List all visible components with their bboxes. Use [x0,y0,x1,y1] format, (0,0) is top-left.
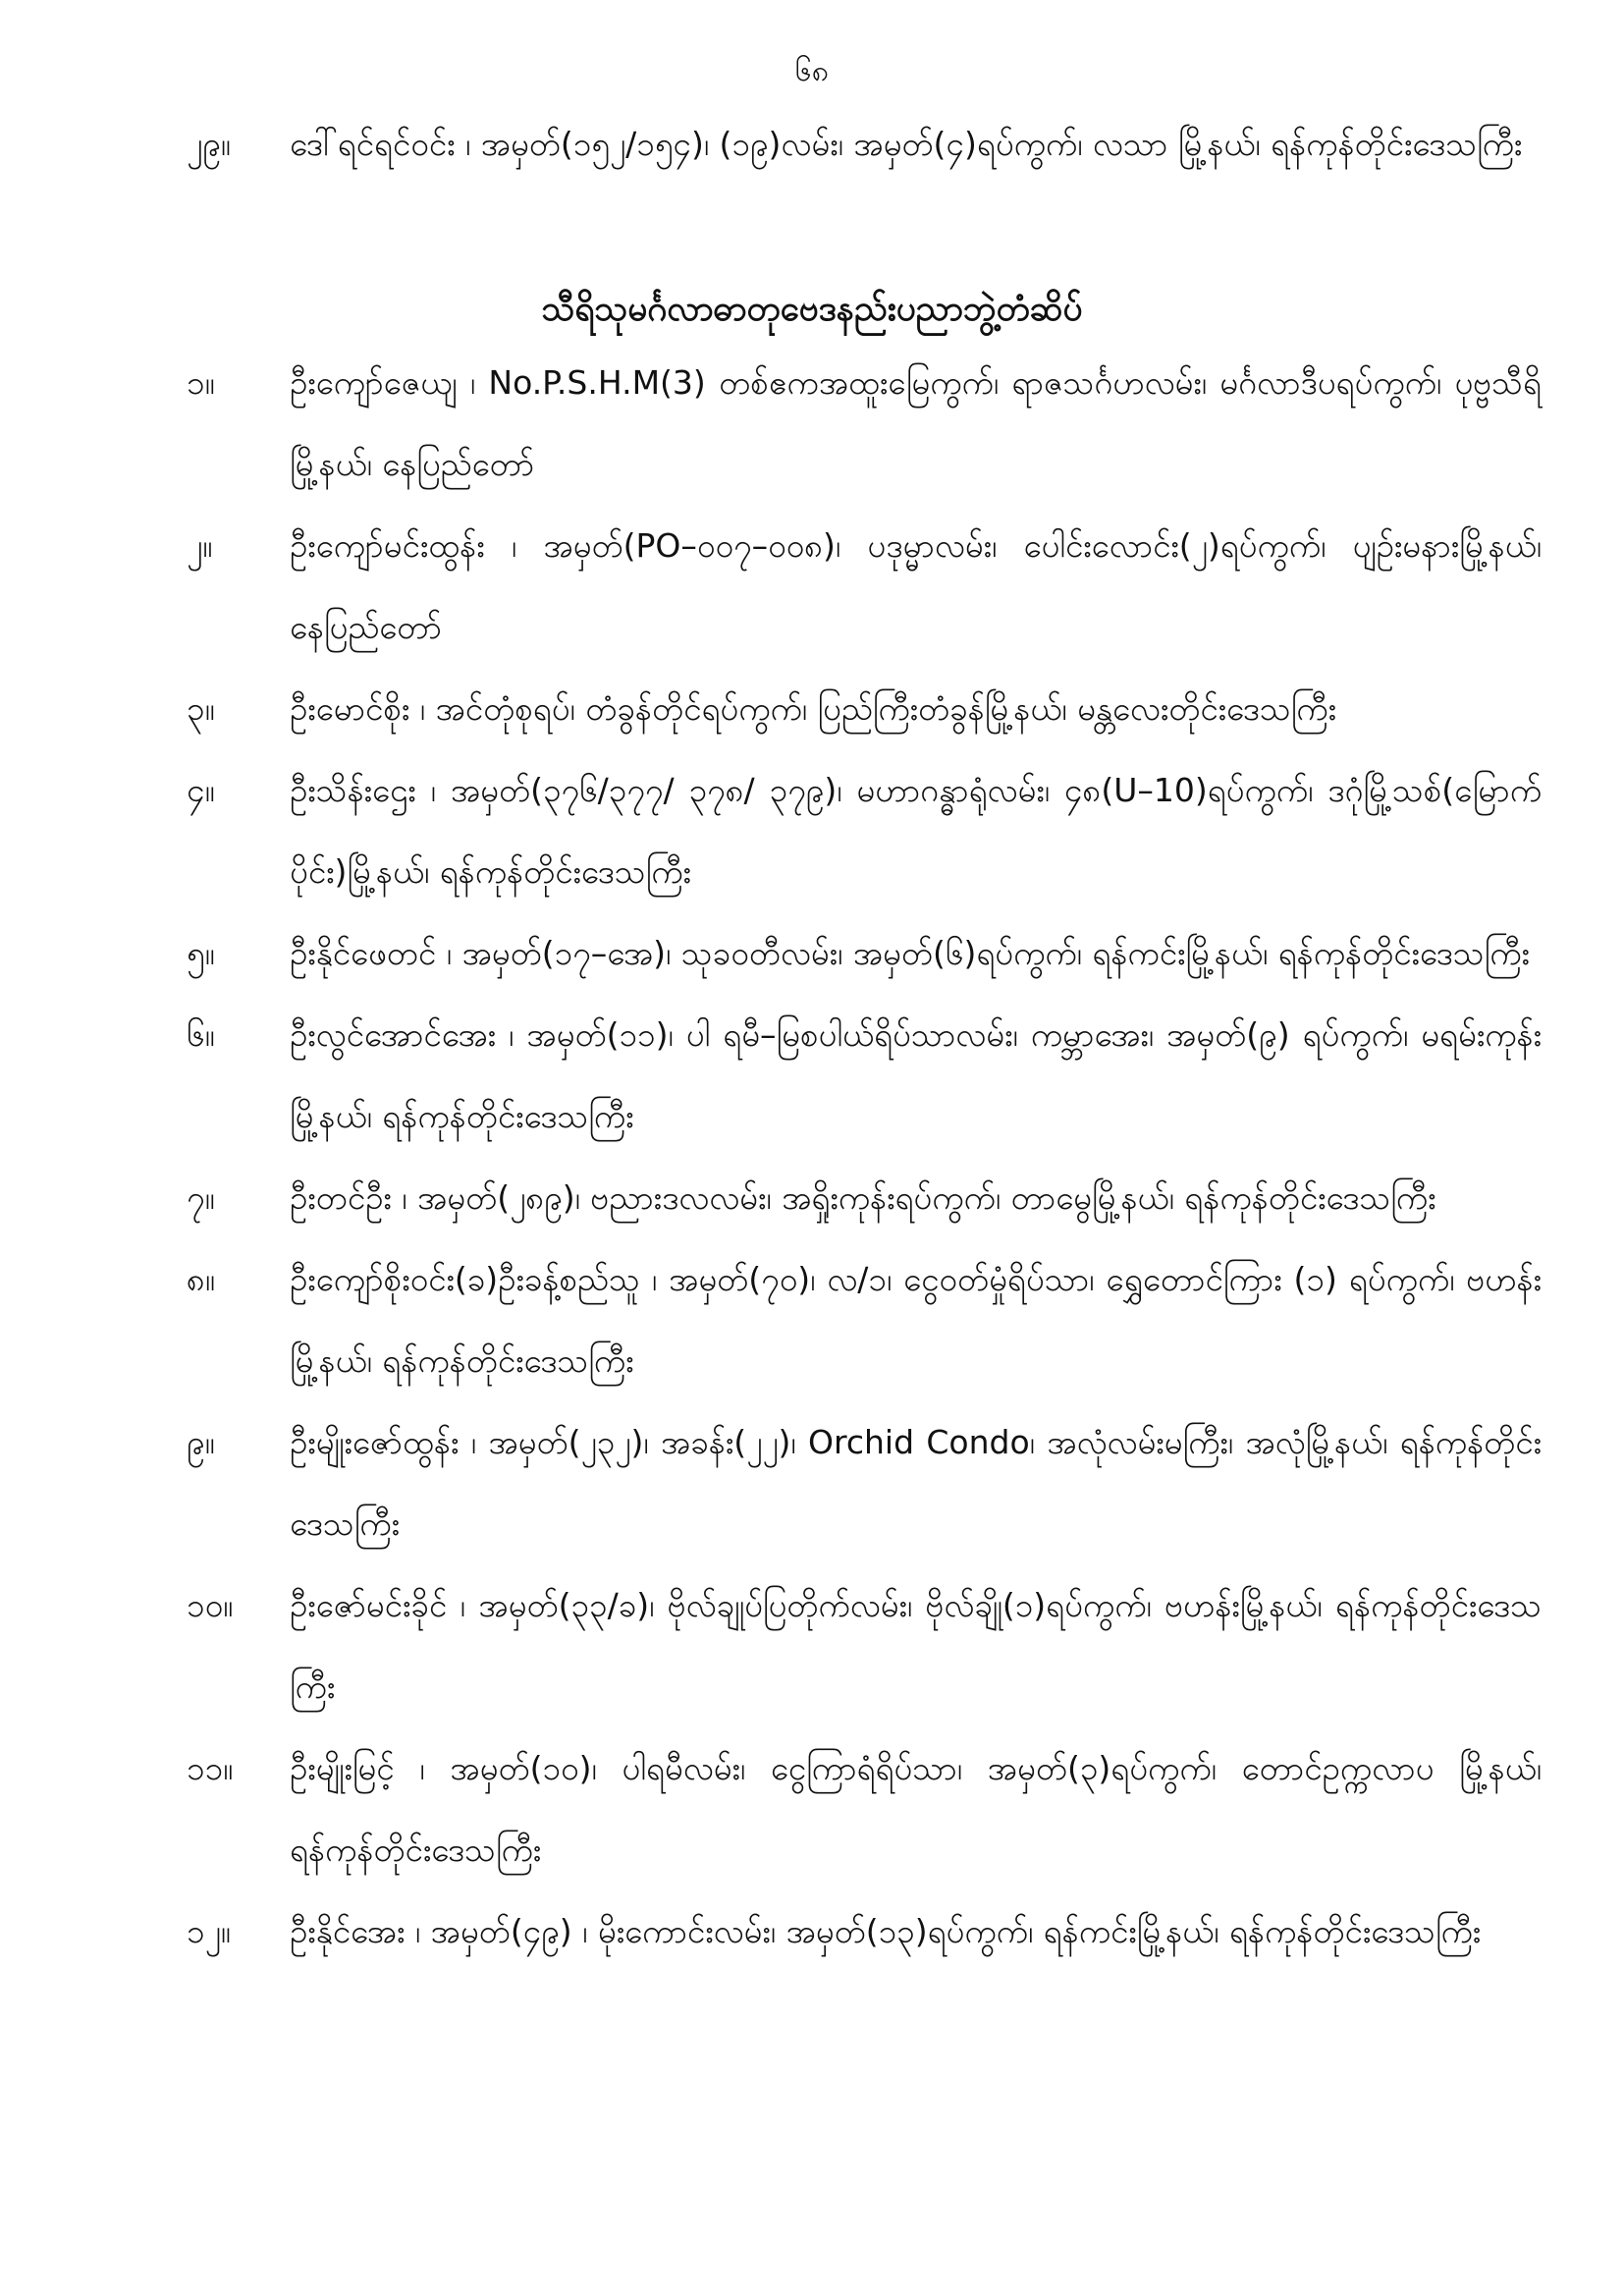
list-item [187,994,1542,1157]
entry-text: ဦးမျိုးမြင့် ၊ အမှတ်(၁၀)၊ ပါရမီလမ်း၊ ငွေကြာရံရိပ်သာ၊ အမှတ်(၃)ရပ်ကွက်၊ တောင်ဥက္ကလာပ မြို့နယ်၊ ရန်ကုန်တိုင်းဒေသကြီး [290,1749,1542,1869]
list-item [187,505,1542,668]
entry-number: ၇။ [187,1178,215,1217]
entry-number: ၉။ [187,1423,215,1461]
list-item [187,1157,1542,1238]
entry-number: ၅။ [187,934,215,972]
entry-text: ဦးတင်ဦး ၊ အမှတ်(၂၈၉)၊ ဗညားဒလလမ်း၊ အရှိုးကုန်းရပ်ကွက်၊ တာမွေမြို့နယ်၊ ရန်ကုန်တိုင်းဒေသကြီး [290,1178,1436,1217]
list-item [187,342,1542,505]
entry-text: ဒေါ်ရင်ရင်ဝင်း ၊ အမှတ်(၁၅၂/၁၅၄)၊ (၁၉)လမ်း၊ အမှတ်(၄)ရပ်ကွက်၊ လသာ မြို့နယ်၊ ရန်ကုန်တိုင်းဒေသကြီး [290,125,1523,163]
entry-number: ၁၂။ [187,1912,231,1950]
entry-text: ဦးလွင်အောင်အေး ၊ အမှတ်(၁၁)၊ ပါ ရမီ–မြစပါယ်ရိပ်သာလမ်း၊ ကမ္ဘာအေး၊ အမှတ်(၉) ရပ်ကွက်၊ မရမ်းကုန်းမြို့နယ်၊ ရန်ကုန်တိုင်းဒေသကြီး [290,1015,1542,1135]
list-item [187,1890,1542,1972]
page-number: ၆၈ [794,54,829,88]
entry-text: ဦးကျော်စိုးဝင်း(ခ)ဦးခန့်စည်သူ ၊ အမှတ်(၇၀)၊ လ/၁၊ ငွေဝတ်မှုံရိပ်သာ၊ ရွှေတောင်ကြား (၁) ရပ်ကွက်၊ ဗဟန်းမြို့နယ်၊ ရန်ကုန်တိုင်းဒေသကြီး [290,1260,1542,1380]
top-entry-list [187,103,1542,185]
entry-number: ၁၁။ [187,1749,234,1787]
list-item [187,1564,1542,1727]
entry-number: ၃။ [187,689,215,728]
entry-number: ၈။ [187,1260,215,1298]
entry-text: ဦးသိန်းဌေး ၊ အမှတ်(၃၇၆/၃၇၇/ ၃၇၈/ ၃၇၉)၊ မဟာဂန္ဓာရုံလမ်း၊ ၄၈(U–10)ရပ်ကွက်၊ ဒဂုံမြို့သစ်(မြောက်ပိုင်း)မြို့နယ်၊ ရန်ကုန်တိုင်းဒေသကြီး [290,771,1542,891]
entry-number: ၆။ [187,1015,215,1054]
list-item [187,103,1542,185]
list-item [187,1238,1542,1401]
section-title: သီရိသုမင်္ဂလာဓာတုဗေဒနည်းပညာဘွဲ့တံဆိပ် [541,290,1083,329]
entry-number: ၂၉။ [187,125,231,163]
entry-number: ၄။ [187,771,215,809]
entry-list [187,342,1542,1972]
entry-text: ဦးမျိုးဇော်ထွန်း ၊ အမှတ်(၂၃၂)၊ အခန်း(၂၂)၊ Orchid Condo၊ အလုံလမ်းမကြီး၊ အလုံမြို့နယ်၊ ရန်ကုန်တိုင်းဒေသကြီး [290,1423,1542,1543]
list-item [187,1401,1542,1564]
entry-text: ဦးနိုင်ဖေတင် ၊ အမှတ်(၁၇–အေ)၊ သုခဝတီလမ်း၊ အမှတ်(၆)ရပ်ကွက်၊ ရန်ကင်းမြို့နယ်၊ ရန်ကုန်တိုင်းဒေသကြီး [290,934,1530,972]
entry-text: ဦးမောင်စိုး ၊ အင်တုံစုရပ်၊ တံခွန်တိုင်ရပ်ကွက်၊ ပြည်ကြီးတံခွန်မြို့နယ်၊ မန္တလေးတိုင်းဒေသကြီး [290,689,1336,728]
entry-number: ၂။ [187,526,213,565]
entry-text: ဦးကျော်မင်းထွန်း ၊ အမှတ်(PO–၀၀၇–၀၀၈)၊ ပဒုမ္မာလမ်း၊ ပေါင်းလောင်း(၂)ရပ်ကွက်၊ ပျဉ်းမနားမြို့နယ်၊ နေပြည်တော် [290,526,1542,646]
list-item [187,668,1542,749]
entry-number: ၁။ [187,363,215,402]
list-item [187,1727,1542,1890]
entry-text: ဦးကျော်ဇေယျ ၊ No.P.S.H.M(3) တစ်ဧကအထူးမြေကွက်၊ ရာဇသင်္ဂဟလမ်း၊ မင်္ဂလာဒီပရပ်ကွက်၊ ပုဗ္ဗသီရိမြို့နယ်၊ နေပြည်တော် [290,363,1542,483]
entry-number: ၁၀။ [187,1586,234,1624]
list-item [187,912,1542,994]
entry-text: ဦးနိုင်အေး ၊ အမှတ်(၄၉) ၊ မိုးကောင်းလမ်း၊ အမှတ်(၁၃)ရပ်ကွက်၊ ရန်ကင်းမြို့နယ်၊ ရန်ကုန်တိုင်းဒေသကြီး [290,1912,1482,1950]
entry-text: ဦးဇော်မင်းခိုင် ၊ အမှတ်(၃၃/ခ)၊ ဗိုလ်ချုပ်ပြတိုက်လမ်း၊ ဗိုလ်ချို(၁)ရပ်ကွက်၊ ဗဟန်းမြို့နယ်၊ ရန်ကုန်တိုင်းဒေသကြီး [290,1586,1542,1706]
list-item [187,749,1542,912]
